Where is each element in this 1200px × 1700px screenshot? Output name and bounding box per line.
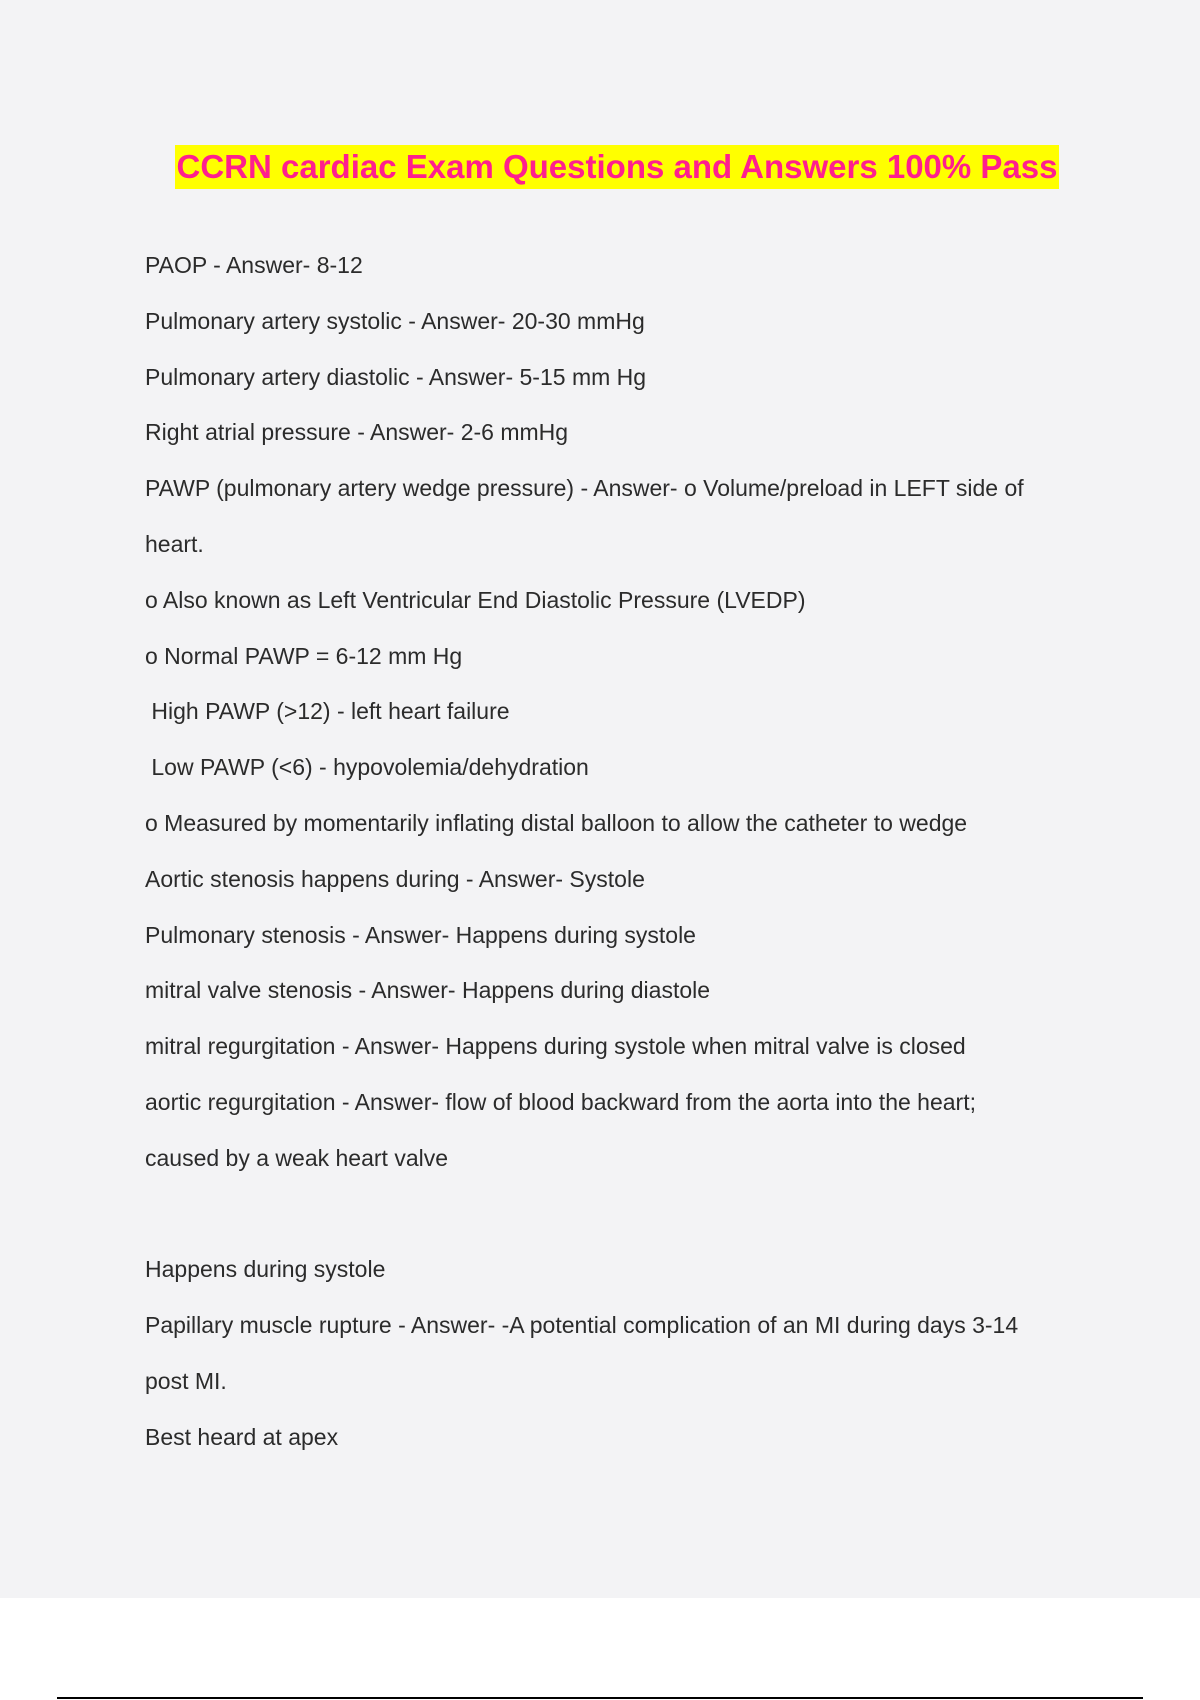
text-line: caused by a weak heart valve xyxy=(145,1144,449,1171)
title-container xyxy=(0,145,1200,189)
text-line: mitral regurgitation - Answer- Happens during systole when mitral valve is closed xyxy=(145,1033,966,1060)
text-line: heart. xyxy=(145,530,204,557)
text-line: o Also known as Left Ventricular End Diastolic Pressure (LVEDP) xyxy=(145,586,806,613)
document-body xyxy=(145,238,1085,1466)
document-title: CCRN cardiac Exam Questions and Answers 100% Pass xyxy=(175,145,1060,189)
text-line: Pulmonary stenosis - Answer- Happens during systole xyxy=(145,921,696,948)
text-line: PAWP (pulmonary artery wedge pressure) - Answer- o Volume/preload in LEFT side of xyxy=(145,475,1024,502)
blank-line xyxy=(145,1187,1085,1243)
text-line: Papillary muscle rupture - Answer- -A potential complication of an MI during days 3-14 xyxy=(145,1312,1019,1339)
text-line: PAOP - Answer- 8-12 xyxy=(145,252,363,278)
text-line: High PAWP (>12) - left heart failure xyxy=(145,698,510,725)
text-line: Happens during systole xyxy=(145,1256,386,1283)
text-line: mitral valve stenosis - Answer- Happens during diastole xyxy=(145,977,711,1004)
text-line: Pulmonary artery systolic - Answer- 20-30 mmHg xyxy=(145,307,645,334)
text-line: Low PAWP (<6) - hypovolemia/dehydration xyxy=(145,754,589,781)
text-line: Best heard at apex xyxy=(145,1423,339,1450)
text-line: Right atrial pressure - Answer- 2-6 mmHg xyxy=(145,419,569,446)
footer-divider xyxy=(57,1697,1143,1699)
text-line: o Normal PAWP = 6-12 mm Hg xyxy=(145,642,463,669)
text-line: aortic regurgitation - Answer- flow of blood backward from the aorta into the heart; xyxy=(145,1088,976,1115)
text-line: Pulmonary artery diastolic - Answer- 5-15 mm Hg xyxy=(145,363,647,390)
text-line: Aortic stenosis happens during - Answer- Systole xyxy=(145,865,645,892)
text-line: o Measured by momentarily inflating distal balloon to allow the catheter to wedge xyxy=(145,809,968,836)
text-line: post MI. xyxy=(145,1367,227,1394)
